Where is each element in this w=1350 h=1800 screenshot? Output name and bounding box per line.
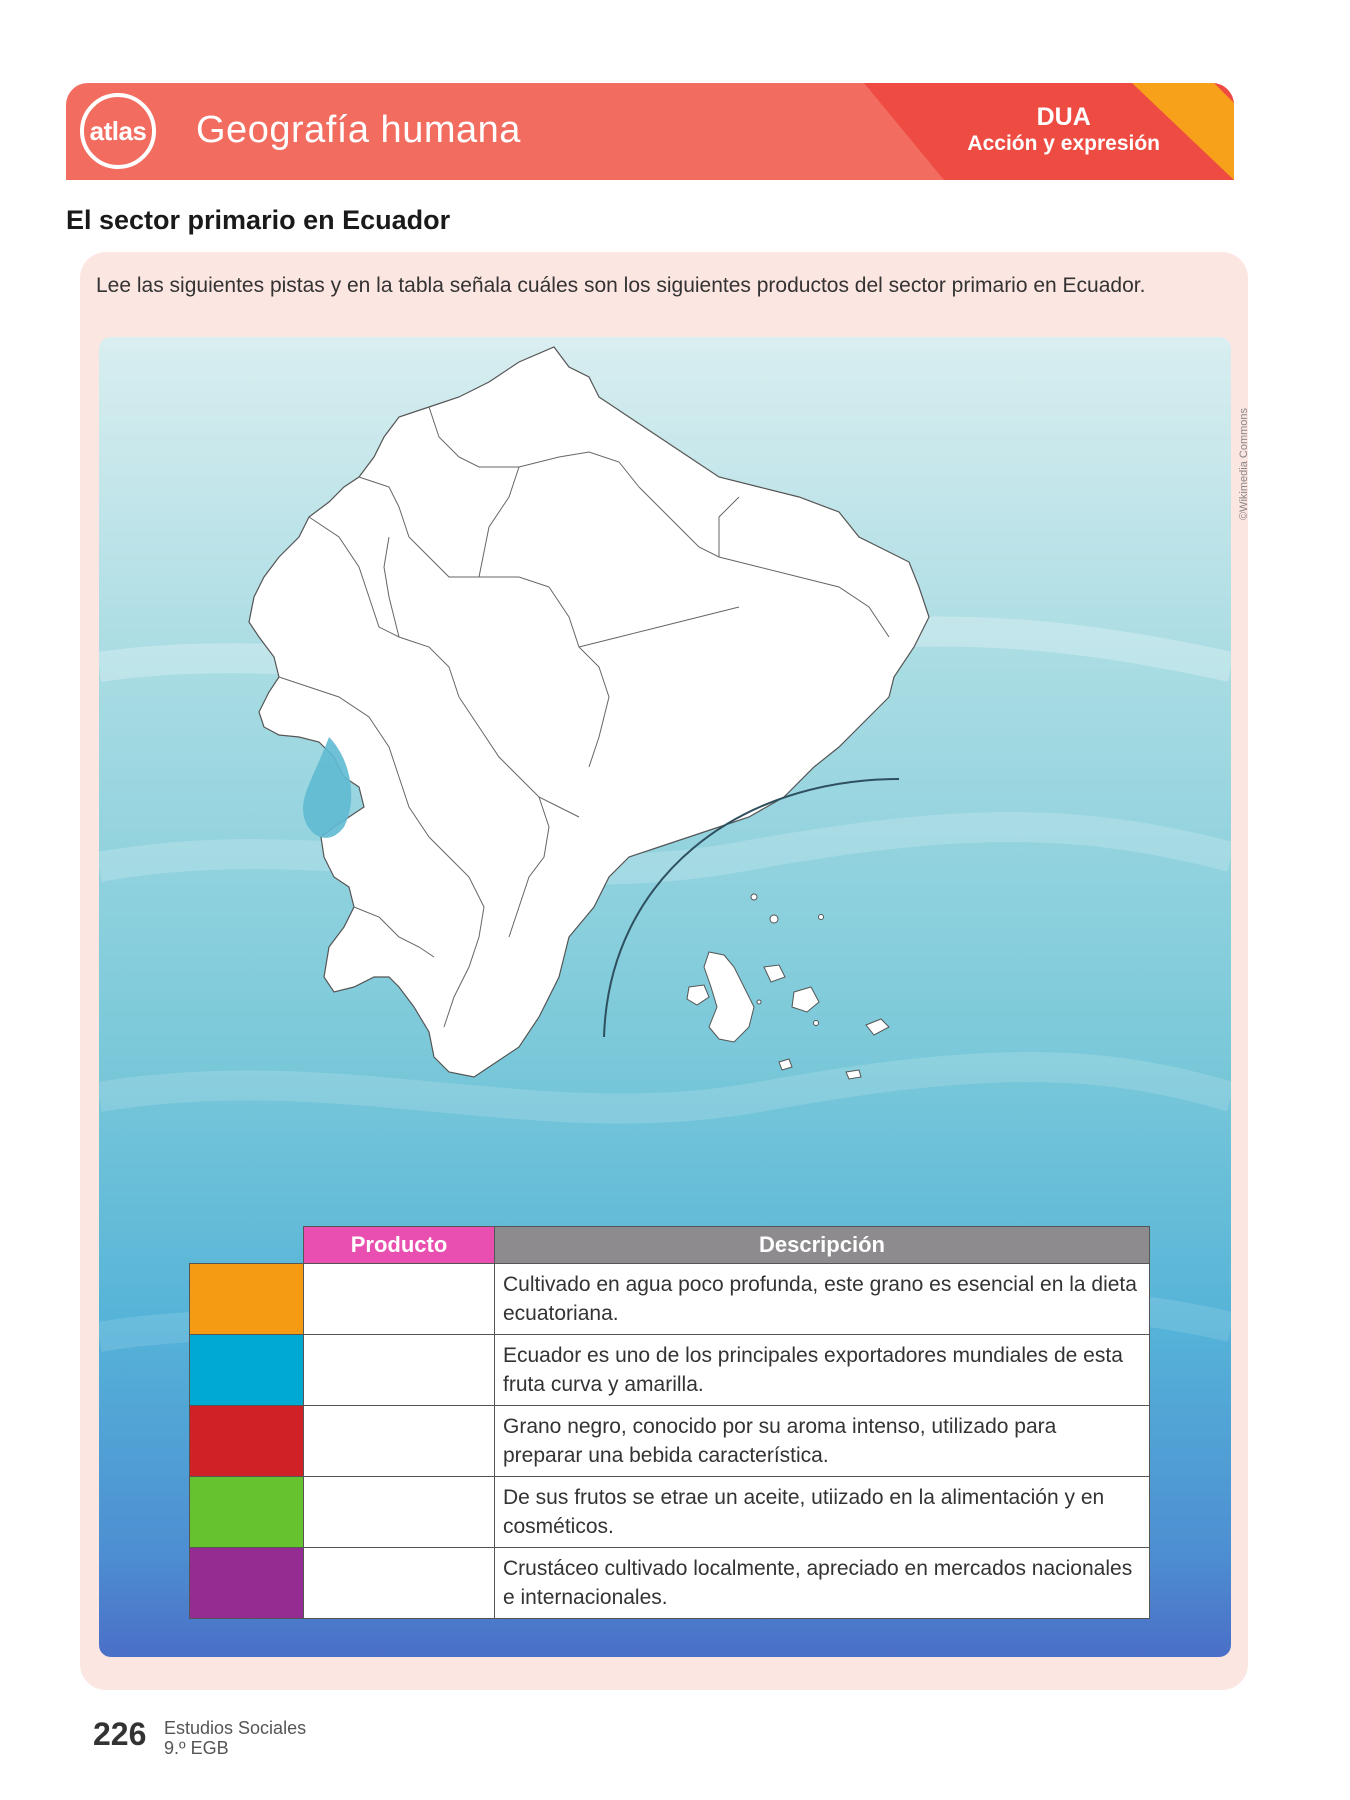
header-band — [66, 83, 1234, 180]
table-row — [190, 1335, 1150, 1406]
island-san-cristobal — [866, 1019, 889, 1035]
description-cell: Grano negro, conocido por su aroma intenso, utilizado para preparar una bebida característica. — [495, 1406, 1150, 1477]
island-espanola — [846, 1070, 861, 1079]
product-answer-cell[interactable] — [304, 1264, 495, 1335]
header-product: Producto — [304, 1227, 495, 1264]
description-cell: Crustáceo cultivado localmente, apreciado en mercados nacionales e internacionales. — [495, 1548, 1150, 1619]
grade-label: 9.º EGB — [164, 1738, 229, 1758]
product-answer-cell[interactable] — [304, 1548, 495, 1619]
description-cell: De sus frutos se etrae un aceite, utiizado en la alimentación y en cosméticos. — [495, 1477, 1150, 1548]
section-title: El sector primario en Ecuador — [66, 205, 451, 235]
island-santa-cruz — [792, 987, 819, 1012]
product-answer-cell[interactable] — [304, 1335, 495, 1406]
island-isabela — [704, 952, 754, 1042]
wave-decoration — [99, 1067, 1231, 1109]
island-marchena — [770, 915, 778, 923]
product-answer-cell[interactable] — [304, 1477, 495, 1548]
island-santiago — [764, 965, 785, 982]
instruction-text: Lee las siguientes pistas y en la tabla señala cuáles son los siguientes productos del sector primario en Ecuador. — [96, 274, 1146, 297]
color-swatch-red — [190, 1406, 304, 1477]
description-cell: Cultivado en agua poco profunda, este grano es esencial en la dieta ecuatoriana. — [495, 1264, 1150, 1335]
table-row — [190, 1477, 1150, 1548]
dua-badge — [967, 103, 1160, 157]
footer-subject — [164, 1718, 306, 1758]
page-title: Geografía humana — [196, 109, 521, 151]
color-swatch-blue — [190, 1335, 304, 1406]
table-header-row — [190, 1227, 1150, 1264]
table-row — [190, 1548, 1150, 1619]
island-small — [757, 1000, 761, 1004]
mainland-ecuador — [249, 347, 929, 1077]
description-cell: Ecuador es uno de los principales exportadores mundiales de esta fruta curva y amarilla. — [495, 1335, 1150, 1406]
products-table — [189, 1226, 1150, 1619]
color-swatch-green — [190, 1477, 304, 1548]
table-row — [190, 1406, 1150, 1477]
product-answer-cell[interactable] — [304, 1406, 495, 1477]
table-row — [190, 1264, 1150, 1335]
image-credit: ©Wikimedia Commons — [1238, 407, 1250, 520]
dua-subtitle: Acción y expresión — [967, 132, 1160, 155]
island-pinta — [751, 894, 757, 900]
page-number: 226 — [93, 1716, 147, 1752]
dua-title: DUA — [1036, 103, 1091, 131]
header-description: Descripción — [495, 1227, 1150, 1264]
island-genovesa — [819, 915, 824, 920]
island-santa-fe — [814, 1021, 819, 1026]
color-swatch-orange — [190, 1264, 304, 1335]
island-fernandina — [687, 985, 709, 1005]
island-floreana — [779, 1059, 792, 1070]
header-spacer — [190, 1227, 304, 1264]
galapagos-islands — [687, 894, 889, 1079]
subject-name: Estudios Sociales — [164, 1718, 307, 1738]
atlas-logo: atlas — [80, 93, 156, 169]
color-swatch-purple — [190, 1548, 304, 1619]
